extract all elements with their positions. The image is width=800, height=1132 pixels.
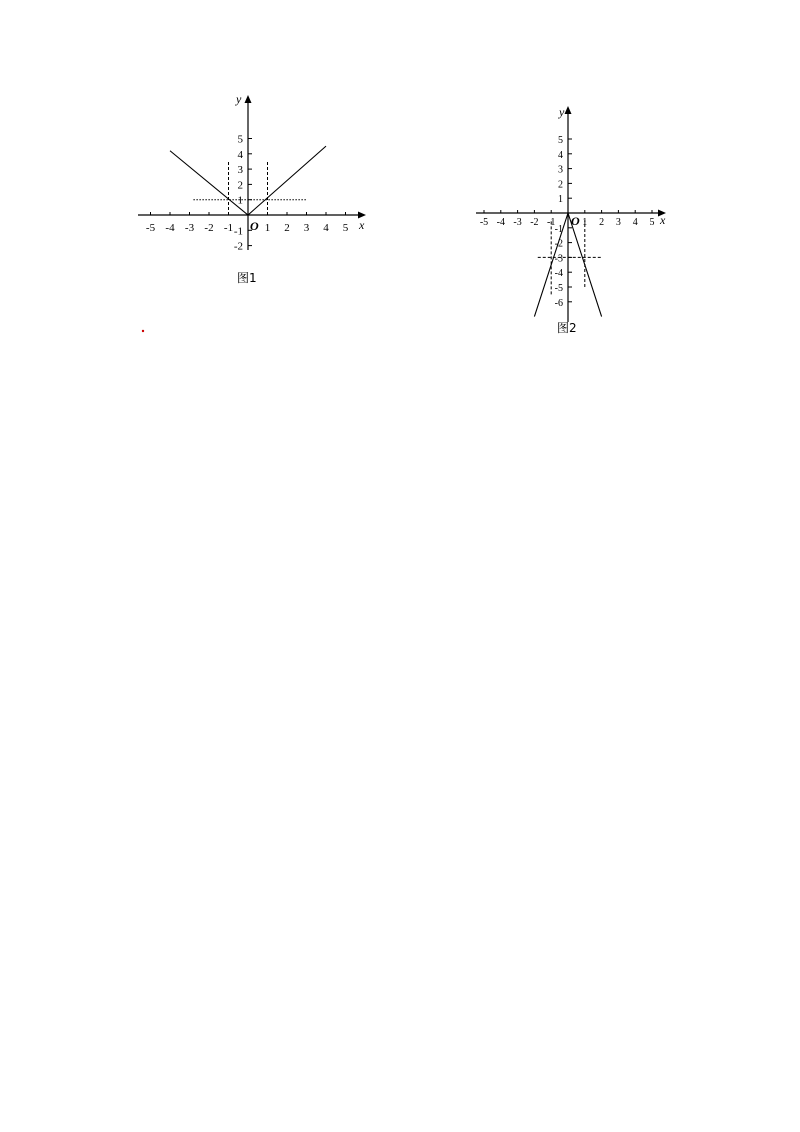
x-tick-label: 4 bbox=[632, 217, 638, 228]
x-tick-label: 3 bbox=[303, 222, 310, 234]
x-tick-label: 2 bbox=[284, 222, 290, 234]
figure-2 bbox=[476, 105, 666, 335]
y-axis-label: y bbox=[559, 105, 565, 119]
x-axis-label: x bbox=[660, 213, 666, 227]
x-tick-label: 5 bbox=[649, 217, 655, 228]
y-tick-label: -3 bbox=[554, 253, 563, 265]
y-tick-label: 5 bbox=[558, 135, 563, 146]
x-tick-label: 1 bbox=[582, 217, 588, 228]
y-tick-label: 3 bbox=[237, 164, 243, 177]
origin-label: O bbox=[250, 219, 259, 233]
x-tick-label: 4 bbox=[323, 222, 329, 234]
x-tick-label: -2 bbox=[204, 222, 214, 234]
x-tick-label: -3 bbox=[184, 222, 195, 234]
y-tick-label: 3 bbox=[558, 164, 563, 176]
y-tick-label: 2 bbox=[237, 179, 243, 192]
y-tick-label: -2 bbox=[233, 240, 243, 253]
y-tick-label: -5 bbox=[554, 283, 563, 294]
y-tick-label: -1 bbox=[233, 225, 243, 238]
x-tick-label: -3 bbox=[513, 217, 522, 228]
y-axis-arrow-icon bbox=[565, 106, 572, 114]
y-tick-label: 1 bbox=[237, 194, 243, 207]
y-tick-label: 2 bbox=[558, 179, 563, 191]
y-tick-label: 4 bbox=[237, 148, 243, 161]
y-tick-label: -1 bbox=[554, 223, 563, 235]
x-tick-label: -2 bbox=[530, 217, 539, 228]
y-tick-label: 1 bbox=[558, 194, 563, 206]
y-tick-label: -4 bbox=[554, 268, 563, 280]
x-tick-label: -5 bbox=[479, 217, 489, 228]
y-tick-label: 5 bbox=[237, 133, 243, 146]
x-tick-label: 5 bbox=[342, 222, 349, 234]
x-tick-label: 2 bbox=[599, 217, 605, 228]
x-tick-label: 3 bbox=[615, 217, 621, 228]
y-axis-label: y bbox=[236, 92, 242, 106]
y-tick-label: -6 bbox=[554, 297, 563, 309]
y-tick-label: -2 bbox=[554, 238, 563, 250]
x-tick-label: 1 bbox=[264, 222, 271, 234]
y-tick-label: 4 bbox=[558, 149, 563, 161]
figure-caption: 图2 bbox=[557, 321, 577, 335]
stray-mark bbox=[142, 330, 144, 332]
origin-label: O bbox=[571, 214, 580, 228]
x-tick-label: -4 bbox=[165, 222, 175, 234]
x-tick-label: -5 bbox=[145, 222, 156, 234]
x-tick-label: -4 bbox=[496, 217, 505, 228]
figure-1 bbox=[138, 92, 366, 285]
x-tick-label: -1 bbox=[223, 222, 234, 234]
x-tick-label: -1 bbox=[547, 217, 556, 228]
figure-caption: 图1 bbox=[237, 271, 257, 285]
y-axis-arrow-icon bbox=[245, 95, 252, 103]
x-axis-label: x bbox=[359, 218, 365, 232]
